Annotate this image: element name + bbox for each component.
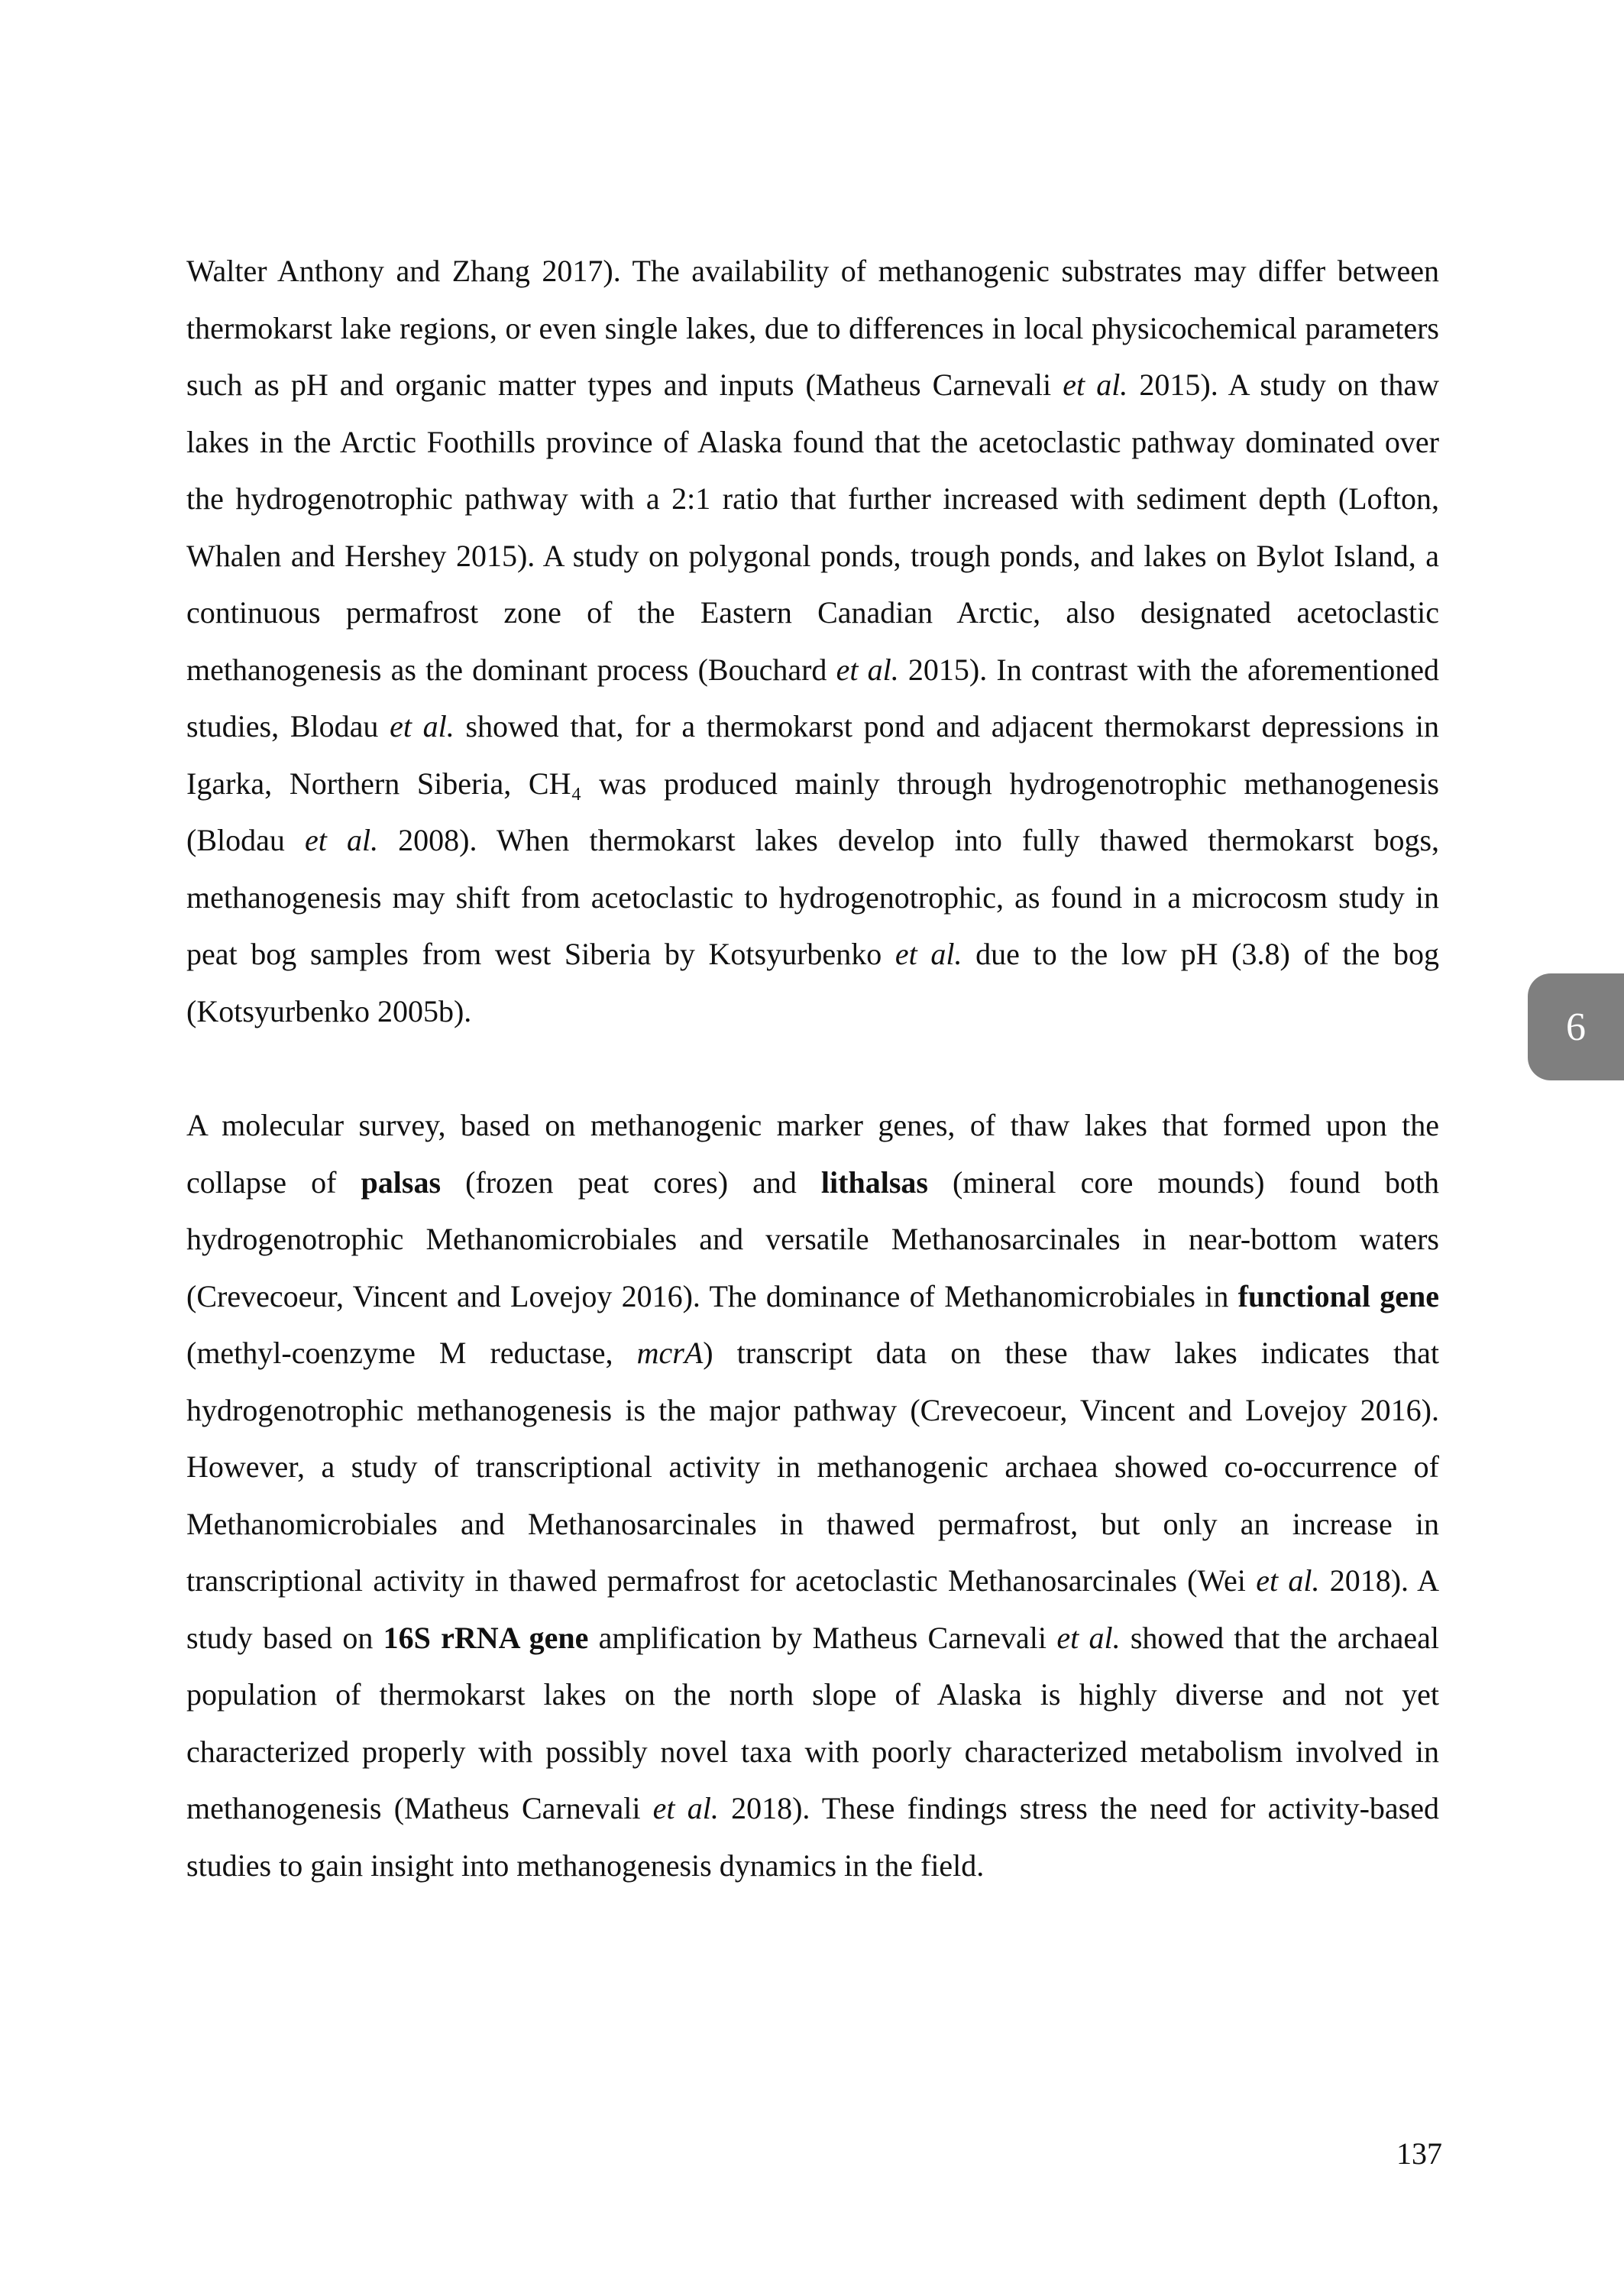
text-segment: 2015). In contrast with the aforementioned studies, Blodau <box>186 652 1439 743</box>
text-segment-italic: et al. <box>390 709 455 743</box>
body-paragraph-2 <box>186 1097 1439 1894</box>
text-segment-bold: functional gene <box>1237 1278 1439 1313</box>
text-segment: (methyl-coenzyme M reductase, <box>186 1336 637 1370</box>
text-segment: (mineral core mounds) found both hydrogenotrophic Methanomicrobiales and versatile Methanosarcinales in near-bottom waters (Crevecoeur, Vincent and Lovejoy 2016). The dominance of Methanomicrobiales in <box>186 1164 1440 1313</box>
text-segment: showed that the archaeal population of thermokarst lakes on the north slope of Alaska is highly diverse and not yet characterized properly with possibly novel taxa with poorly characterized metabolism involved in methanogenesis (Matheus Carnevali <box>186 1620 1439 1825</box>
text-segment-bold: palsas <box>361 1164 442 1200</box>
text-segment-italic: et al. <box>1256 1563 1320 1598</box>
text-segment-italic: et al. <box>894 937 962 971</box>
text-segment-italic: et al. <box>1056 1620 1121 1655</box>
text-segment: (frozen peat cores) and <box>441 1164 821 1200</box>
text-segment: showed that, for a thermokarst pond and adjacent thermokarst depressions in Igarka, Northern Siberia, CH₄ was produced mainly through hydrogenotrophic methanogenesis (Blodau <box>186 709 1439 857</box>
text-segment: 2015). A study on thaw lakes in the Arctic Foothills province of Alaska found that the acetoclastic pathway dominated over the hydrogenotrophic pathway with a 2:1 ratio that further increased with sediment depth (Lofton, Whalen and Hershey 2015). A study on polygonal ponds, trough ponds, and lakes on Bylot Island, a continuous permafrost zone of the Eastern Canadian Arctic, also designated acetoclastic methanogenesis as the dominant process (Bouchard <box>186 368 1439 687</box>
chapter-tab <box>1528 973 1624 1080</box>
text-segment: ) transcript data on these thaw lakes indicates that hydrogenotrophic methanogenesis is the major pathway (Crevecoeur, Vincent and Lovejoy 2016). However, a study of transcriptional activity in methanogenic archaea showed co-occurrence of Methanomicrobiales and Methanosarcinales in thawed permafrost, but only an increase in transcriptional activity in thawed permafrost for acetoclastic Methanosarcinales (Wei <box>186 1336 1439 1598</box>
text-segment: Walter Anthony and Zhang 2017). The availability of methanogenic substrates may differ between thermokarst lake regions, or even single lakes, due to differences in local physicochemical parameters such as pH and organic matter types and inputs (Matheus Carnevali <box>186 254 1439 402</box>
text-segment: due to the low pH (3.8) of the bog (Kotsyurbenko 2005b). <box>186 937 1439 1028</box>
body-paragraph-1 <box>186 243 1439 1040</box>
chapter-number: 6 <box>1566 1005 1586 1049</box>
text-segment-italic: mcrA <box>636 1336 704 1370</box>
page-number: 137 <box>1396 2136 1442 2171</box>
text-segment: amplification by Matheus Carnevali <box>588 1620 1057 1655</box>
text-segment: A molecular survey, based on methanogenic marker genes, of thaw lakes that formed upon the collapse of <box>186 1108 1439 1200</box>
text-segment-italic: et al. <box>836 652 899 687</box>
text-segment-italic: et al. <box>304 823 379 857</box>
text-segment: 2018). These findings stress the need for activity-based studies to gain insight into methanogenesis dynamics in the field. <box>186 1791 1439 1883</box>
text-segment-bold: lithalsas <box>820 1164 928 1200</box>
text-segment-italic: et al. <box>1063 368 1128 402</box>
text-segment: 2008). When thermokarst lakes develop into fully thawed thermokarst bogs, methanogenesis may shift from acetoclastic to hydrogenotrophic, as found in a microcosm study in peat bog samples from west Siberia by Kotsyurbenko <box>186 823 1440 971</box>
text-segment-bold: 16S rRNA gene <box>383 1620 589 1655</box>
text-segment: 2018). A study based on <box>186 1563 1440 1655</box>
text-segment-italic: et al. <box>652 1791 719 1825</box>
